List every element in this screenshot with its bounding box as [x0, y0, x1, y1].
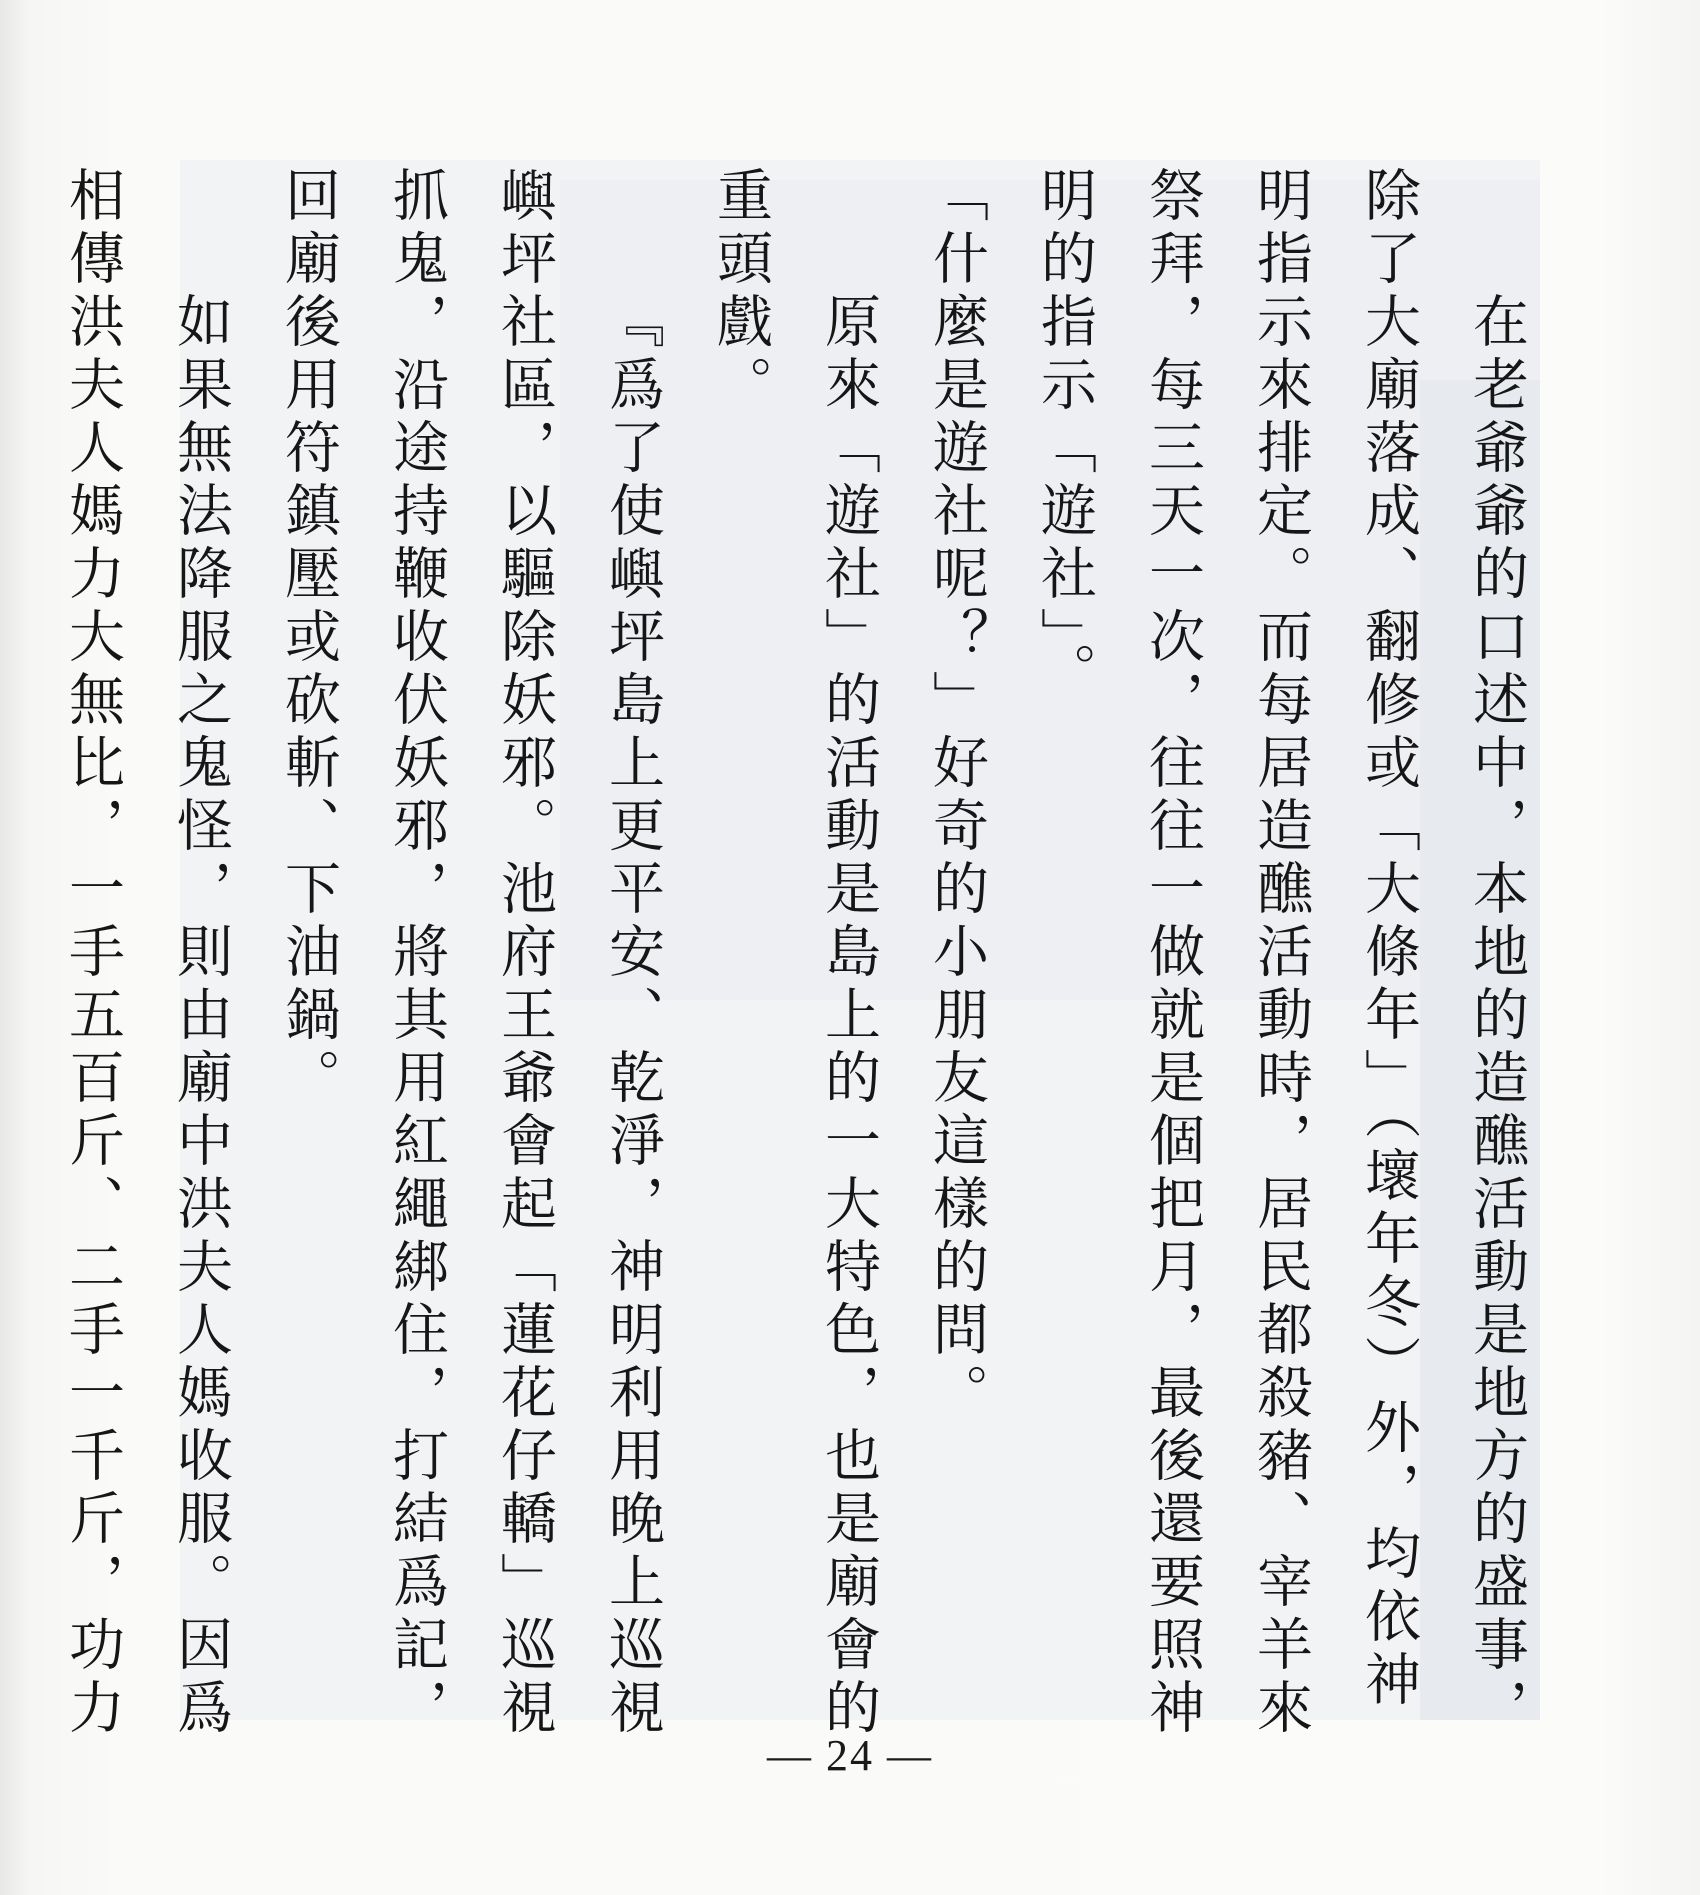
text-column: 明的指示「遊社」。 — [1032, 166, 1097, 705]
text-column: 嶼坪社區，以驅除妖邪。池府王爺會起「蓮花仔轎」巡視 — [492, 166, 557, 1741]
text-column: 祭拜，每三天一次，往往一做就是個把月，最後還要照神 — [1140, 166, 1205, 1741]
text-column: 「什麼是遊社呢？」好奇的小朋友這樣的問。 — [924, 166, 989, 1426]
text-column: 除了大廟落成、翻修或「大條年」（壞年冬）外，均依神 — [1356, 166, 1421, 1713]
text-column: 在老爺爺的口述中，本地的造醮活動是地方的盛事， — [1464, 292, 1529, 1741]
text-column: 回廟後用符鎮壓或砍斬、下油鍋。 — [276, 166, 341, 1111]
page-number: — 24 — — [767, 1731, 933, 1780]
text-column: 『爲了使嶼坪島上更平安、乾淨，神明利用晚上巡視 — [600, 292, 665, 1741]
text-column: 如果無法降服之鬼怪，則由廟中洪夫人媽收服。因爲 — [168, 292, 233, 1741]
text-column: 抓鬼，沿途持鞭收伏妖邪，將其用紅繩綁住，打結爲記， — [384, 166, 449, 1741]
text-column: 相傳洪夫人媽力大無比，一手五百斤、二手一千斤，功力 — [60, 166, 125, 1741]
text-column: 原來「遊社」的活動是島上的一大特色，也是廟會的 — [816, 292, 881, 1741]
text-column: 明指示來排定。而每居造醮活動時，居民都殺豬、宰羊來 — [1248, 166, 1313, 1741]
text-column: 重頭戲。 — [708, 166, 773, 418]
